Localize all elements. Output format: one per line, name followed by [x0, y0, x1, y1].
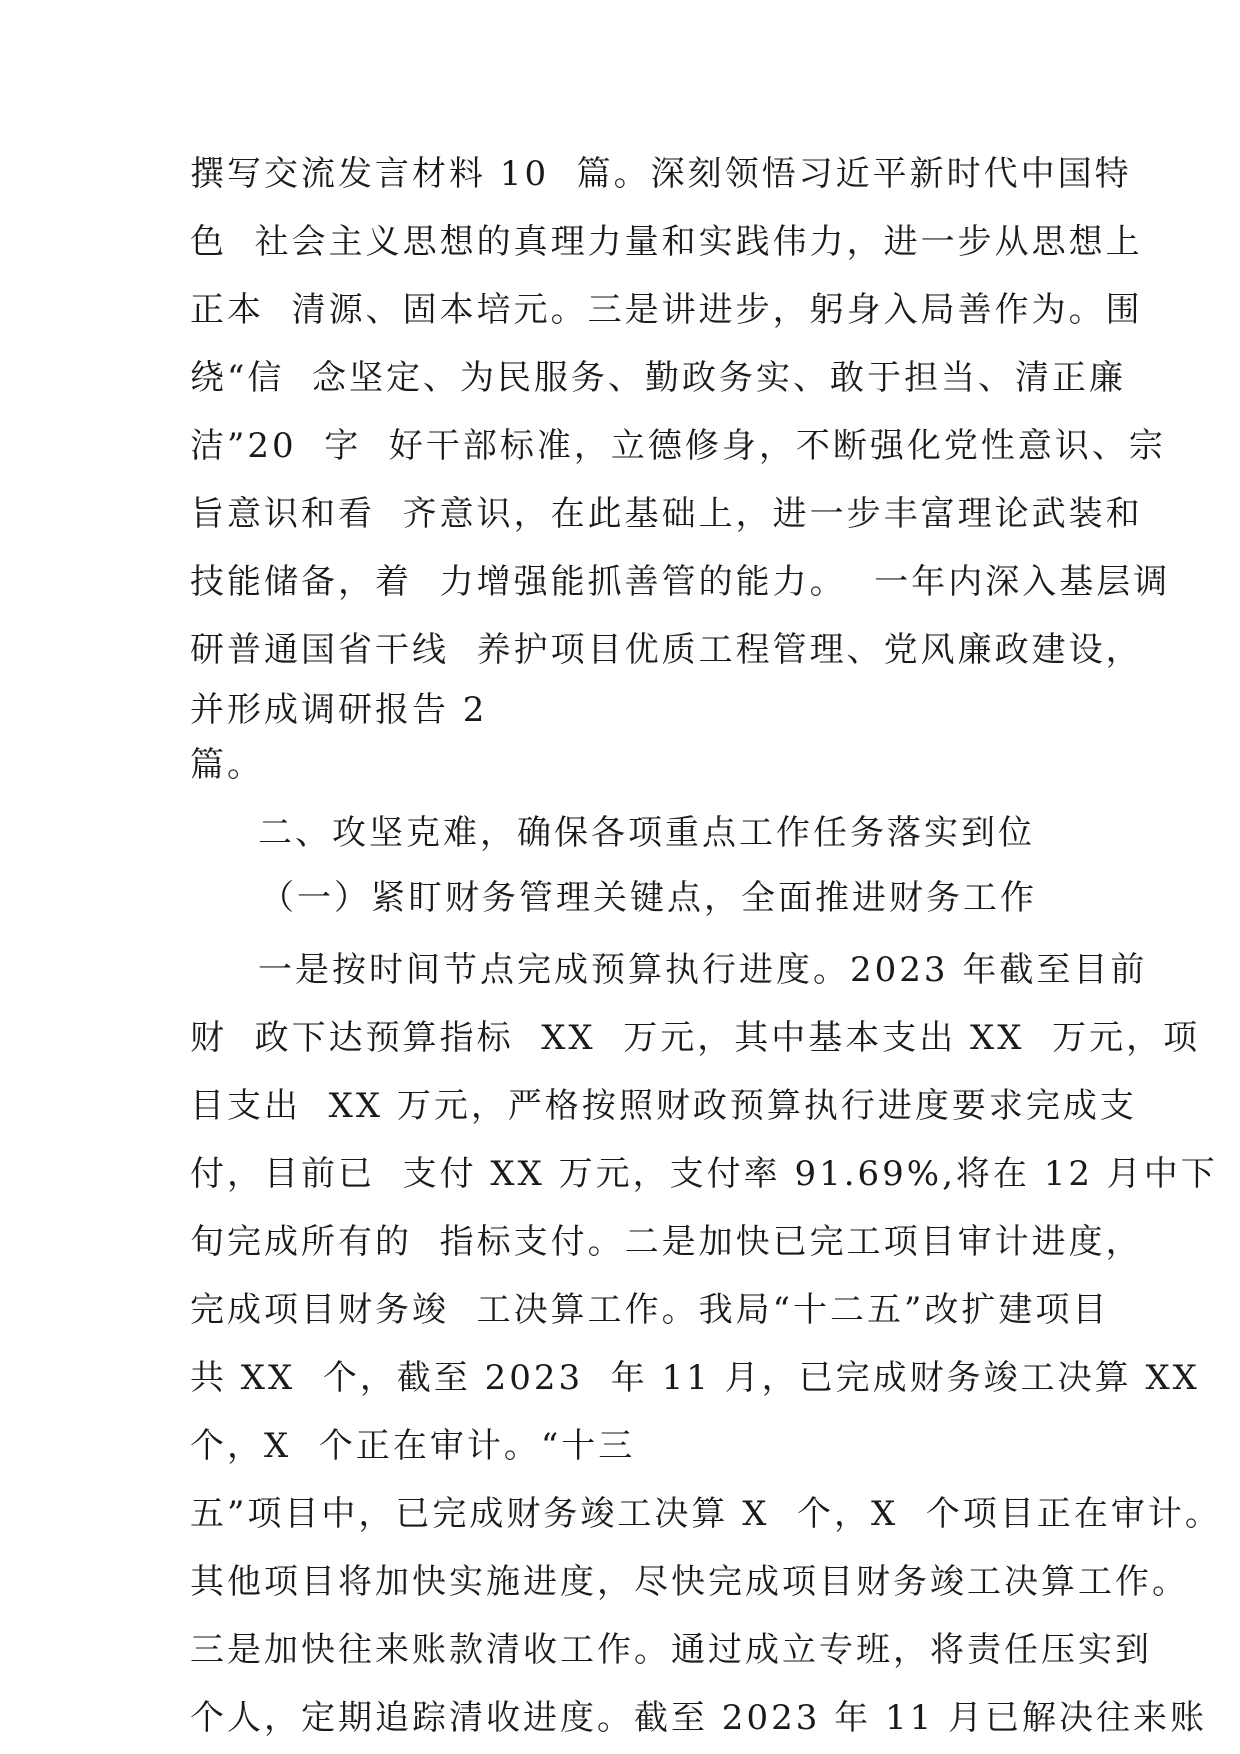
text-line: 付，目前已 支付 XX 万元，支付率 91.69%,将在 12 月中下 [190, 1154, 1218, 1194]
text-line: 技能储备，着 力增强能抓善管的能力。 一年内深入基层调 [190, 562, 1171, 602]
subsection-heading: （一）紧盯财务管理关键点，全面推进财务工作 [260, 878, 1037, 918]
text-line: 正本 清源、固本培元。三是讲进步，躬身入局善作为。围 [190, 290, 1143, 330]
section-heading: 二、攻坚克难，确保各项重点工作任务落实到位 [258, 813, 1035, 853]
text-line: 个人，定期追踪清收进度。截至 2023 年 11 月已解决往来账 [190, 1698, 1208, 1738]
text-line: 财 政下达预算指标 XX 万元，其中基本支出 XX 万元，项 [190, 1018, 1201, 1058]
text-line: 绕“信 念坚定、为民服务、勤政务实、敢于担当、清正廉 [190, 358, 1126, 398]
text-line: 旨意识和看 齐意识，在此基础上，进一步丰富理论武装和 [190, 494, 1143, 534]
text-line: 洁”20 字 好干部标准，立德修身，不断强化党性意识、宗 [190, 426, 1166, 466]
text-line: 一是按时间节点完成预算执行进度。2023 年截至目前 [258, 950, 1148, 990]
text-line: 其他项目将加快实施进度，尽快完成项目财务竣工决算工作。 [190, 1562, 1189, 1602]
text-line: 完成项目财务竣 工决算工作。我局“十二五”改扩建项目 [190, 1290, 1110, 1330]
text-line: 五”项目中，已完成财务竣工决算 X 个，X 个项目正在审计。 [190, 1494, 1222, 1534]
text-line: 旬完成所有的 指标支付。二是加快已完工项目审计进度， [190, 1222, 1143, 1262]
text-line: 撰写交流发言材料 10 篇。深刻领悟习近平新时代中国特 [190, 154, 1132, 194]
text-line: 色 社会主义思想的真理力量和实践伟力，进一步从思想上 [190, 222, 1143, 262]
text-line: 目支出 XX 万元，严格按照财政预算执行进度要求完成支 [190, 1086, 1137, 1126]
text-line: 并形成调研报告 2 [190, 690, 488, 730]
text-line: 个，X 个正在审计。“十三 [190, 1426, 636, 1466]
text-line: 研普通国省干线 养护项目优质工程管理、党风廉政建设， [190, 630, 1143, 670]
text-line: 共 XX 个，截至 2023 年 11 月，已完成财务竣工决算 XX [190, 1358, 1200, 1398]
text-line: 篇。 [190, 745, 264, 785]
text-line: 三是加快往来账款清收工作。通过成立专班，将责任压实到 [190, 1630, 1152, 1670]
